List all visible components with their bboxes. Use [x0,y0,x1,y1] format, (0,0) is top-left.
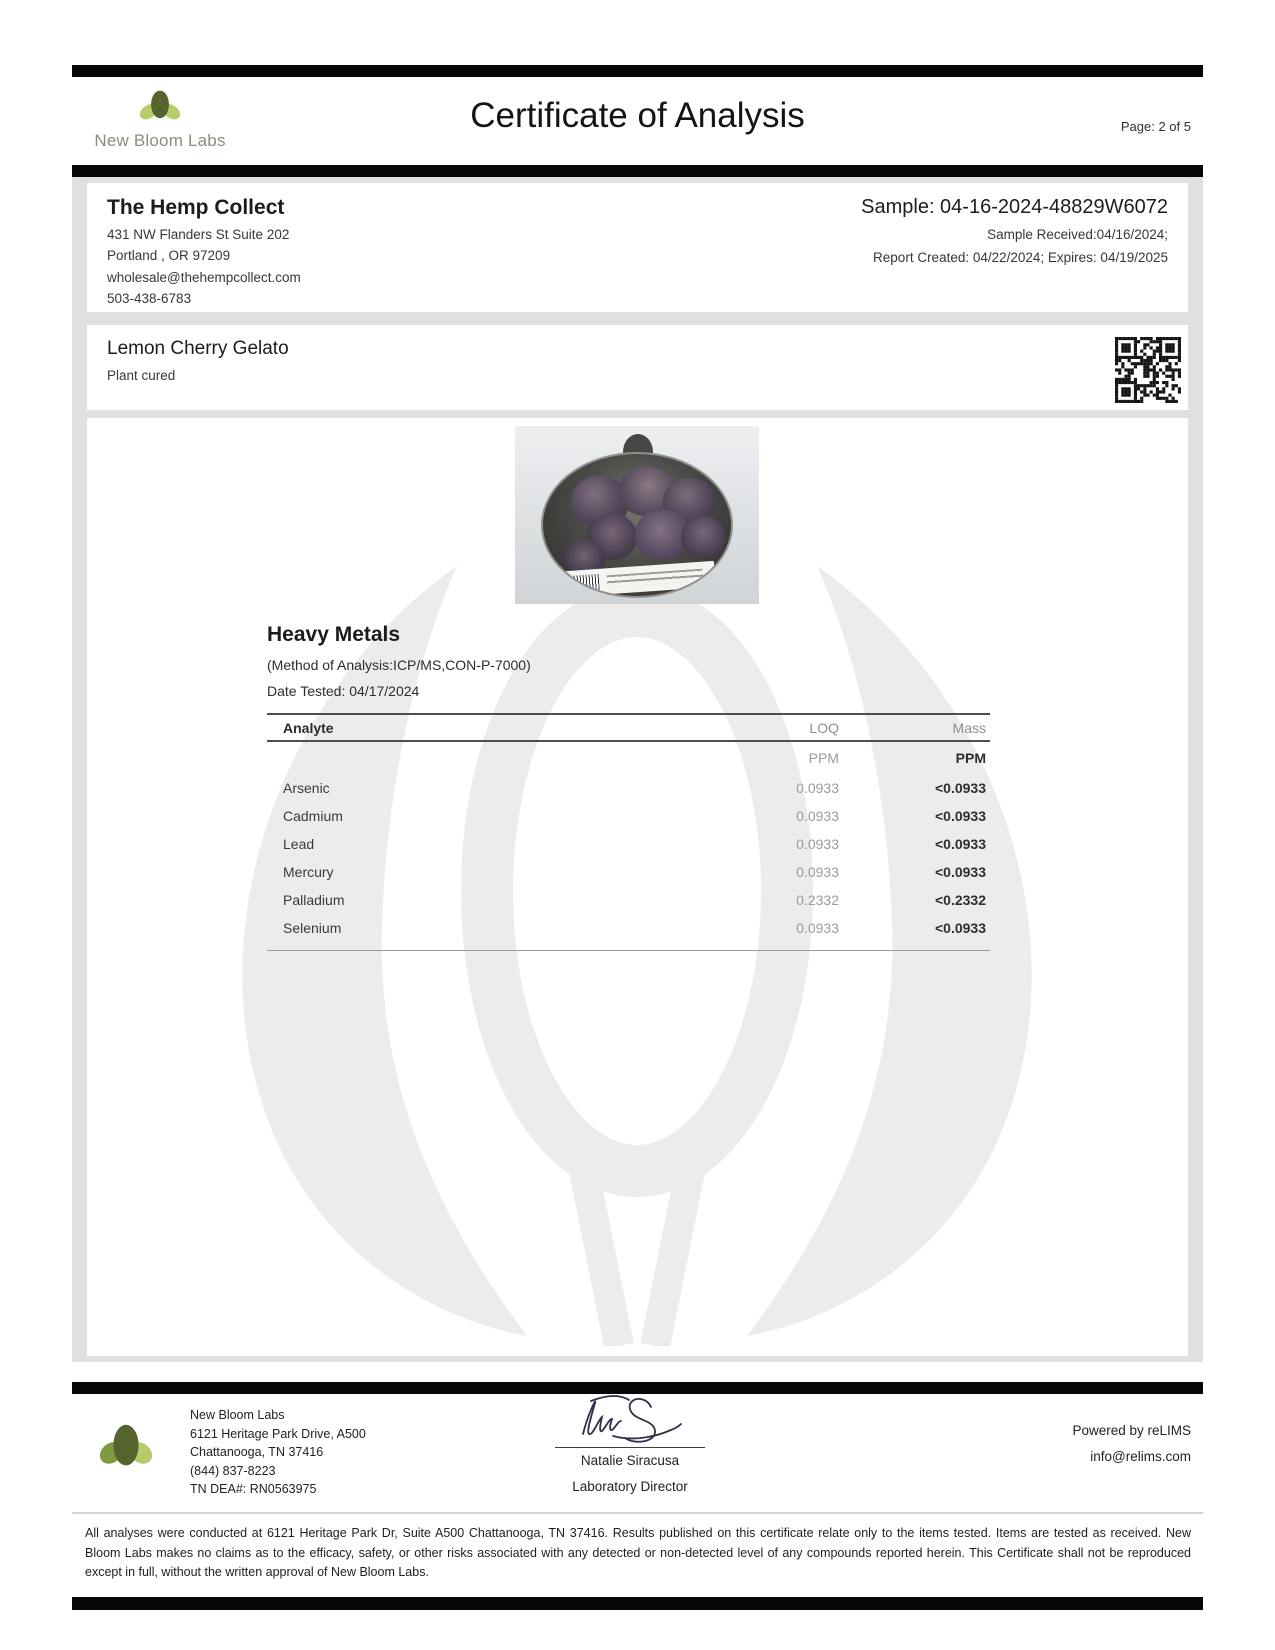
client-address-2: Portland , OR 97209 [107,248,231,263]
report-dates: Report Created: 04/22/2024; Expires: 04/19/2025 [873,250,1168,265]
client-email: wholesale@thehempcollect.com [107,269,301,285]
table-row [267,802,990,830]
bottom-bar [72,1597,1203,1610]
mass-value: <0.0933 [935,780,986,796]
client-info-box [87,183,1188,312]
header-analyte: Analyte [283,719,334,736]
loq-value: 0.0933 [796,780,839,796]
mass-value: <0.0933 [935,864,986,880]
results-box [87,418,1188,1356]
analyte-name: Cadmium [283,808,343,824]
qr-code [1115,337,1181,403]
product-name: Lemon Cherry Gelato [107,338,289,359]
loq-value: 0.2332 [796,892,839,908]
document-title: Certificate of Analysis [470,96,805,135]
sample-info [861,196,1168,265]
section-date-tested: Date Tested: 04/17/2024 [267,683,420,699]
header-mass: Mass [952,719,986,736]
analyte-name: Mercury [283,864,334,880]
top-divider-bar [72,65,1203,77]
analyte-name: Palladium [283,892,345,908]
sample-received: Sample Received:04/16/2024; [987,227,1168,242]
section-title: Heavy Metals [267,623,401,646]
signer-name: Natalie Siracusa [580,1453,680,1468]
client-address-1: 431 NW Flanders St Suite 202 [107,226,290,242]
signature-line [555,1447,705,1448]
page-number: Page: 2 of 5 [1120,119,1191,134]
table-row [267,914,990,942]
mass-units: PPM [955,750,986,766]
table-row [267,774,990,802]
sample-id: Sample: 04-16-2024-48829W6072 [861,196,1168,218]
loq-value: 0.0933 [796,864,839,880]
sample-tin [541,452,733,598]
analyte-name: Arsenic [283,780,330,796]
table-body [267,742,990,951]
mass-value: <0.0933 [935,920,986,936]
header [72,77,1203,165]
signer-title: Laboratory Director [572,1479,688,1494]
table-header-row [267,715,990,742]
client-phone: 503-438-6783 [107,291,192,306]
lab-phone: (844) 837-8223 [190,1463,276,1478]
footer-logo-icon [95,1418,157,1483]
client-name: The Hemp Collect [107,196,285,219]
disclaimer-divider [72,1512,1203,1514]
lab-dea: TN DEA#: RN0563975 [190,1482,317,1496]
analyte-name: Selenium [283,920,342,936]
header-divider-bar [72,165,1203,177]
lab-address-2: Chattanooga, TN 37416 [190,1445,324,1459]
signature [555,1392,705,1447]
analyte-name: Lead [283,836,315,852]
mass-value: <0.0933 [935,808,986,824]
product-type: Plant cured [107,368,176,383]
loq-units: PPM [808,750,839,766]
disclaimer-text: All analyses were conducted at 6121 Heritage Park Dr, Suite A500 Chattanooga, TN 37416. Results published on this certificate relate only to the items tested. Items are tested as received. New Bloom Labs makes no claims as to the efficacy, safety, or other risks associated with any detected or non-detected level of any compounds reported herein. This Certificate shall not be reproduced except in full, without the written approval of New Bloom Labs. [85,1526,1191,1579]
contact-email: info@relims.com [1090,1449,1191,1464]
table-row [267,858,990,886]
powered-by-block [1072,1418,1191,1470]
section-method: (Method of Analysis:ICP/MS,CON-P-7000) [267,657,531,673]
header-loq: LOQ [809,719,839,736]
lab-info [190,1406,366,1499]
product-box [87,325,1188,410]
product-photo [515,426,759,604]
brand-name: New Bloom Labs [94,131,226,150]
mass-value: <0.2332 [935,892,986,908]
mass-value: <0.0933 [935,836,986,852]
lab-address-1: 6121 Heritage Park Drive, A500 [190,1426,366,1441]
table-row [267,830,990,858]
heavy-metals-table [267,713,990,951]
loq-value: 0.0933 [796,836,839,852]
table-row [267,886,990,914]
loq-value: 0.0933 [796,808,839,824]
lab-name: New Bloom Labs [190,1408,285,1422]
signature-block [512,1392,748,1494]
units-row [267,742,990,774]
loq-value: 0.0933 [796,920,839,936]
powered-by: Powered by reLIMS [1072,1423,1191,1438]
